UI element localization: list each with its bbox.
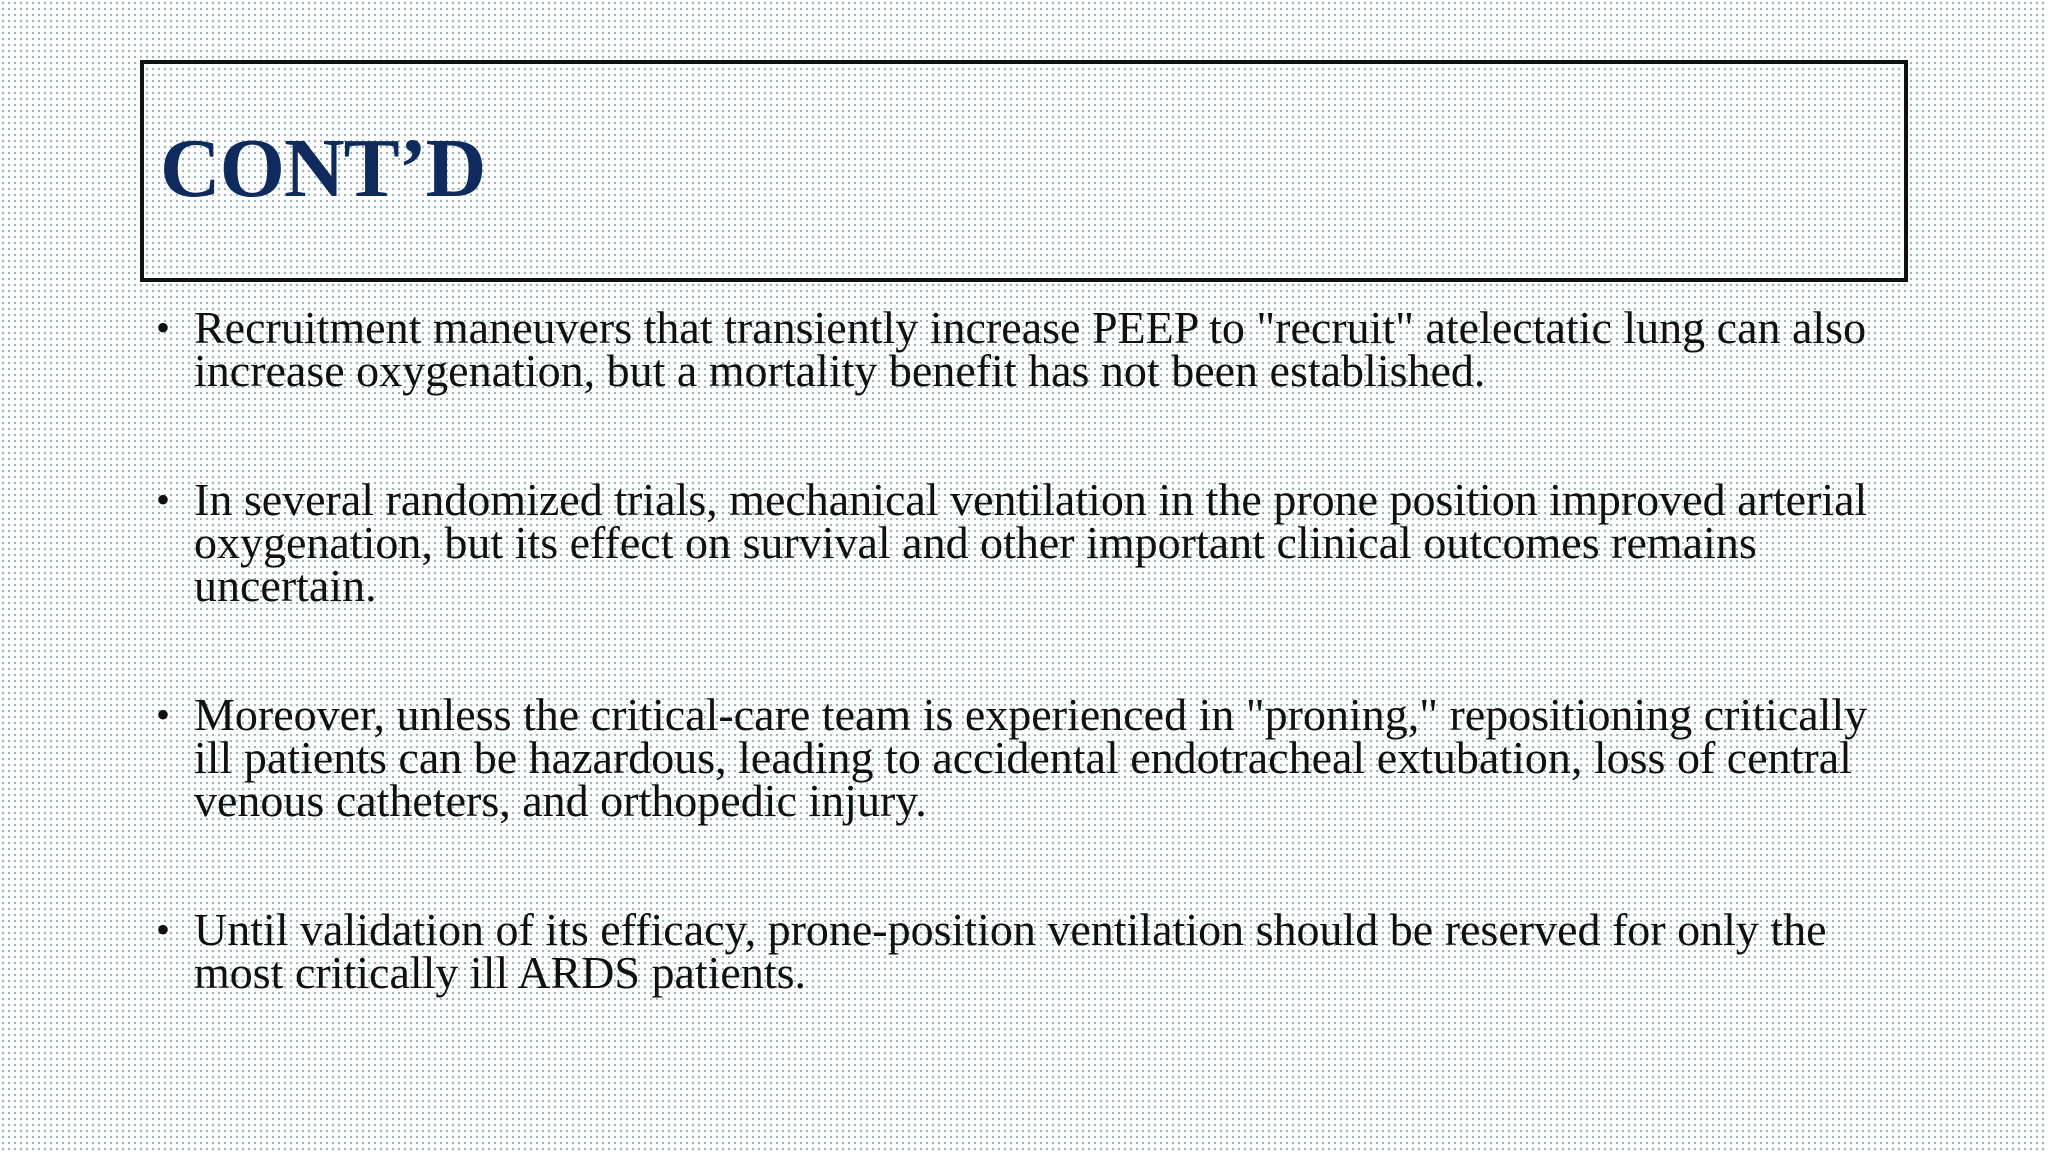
bullet-marker: • <box>156 907 171 952</box>
title-box <box>140 60 1908 282</box>
bullet-marker: • <box>156 692 171 737</box>
bullet-item <box>156 474 1916 611</box>
bullet-item <box>156 689 1916 826</box>
bullet-marker: • <box>156 305 171 350</box>
bullet-text: Recruitment maneuvers that transiently increase PEEP to "recruit" atelectatic lung can also increase oxygenation, but a mortality benefit has not been established. <box>194 302 1867 396</box>
bullet-list <box>156 302 1916 998</box>
bullet-text: In several randomized trials, mechanical ventilation in the prone position improved arterial oxygenation, but its effect on survival and other important clinical outcomes remains uncertain. <box>194 474 1868 611</box>
bullet-text: Moreover, unless the critical-care team is experienced in "proning," repositioning critically ill patients can be hazardous, leading to accidental endotracheal extubation, loss of central venous catheters, and orthopedic injury. <box>194 689 1868 826</box>
bullet-item <box>156 302 1916 396</box>
bullet-text: Until validation of its efficacy, prone-position ventilation should be reserved for only the most critically ill ARDS patients. <box>194 904 1827 998</box>
bullet-marker: • <box>156 477 171 522</box>
slide-title: CONT’D <box>160 121 486 215</box>
bullet-item <box>156 904 1916 998</box>
